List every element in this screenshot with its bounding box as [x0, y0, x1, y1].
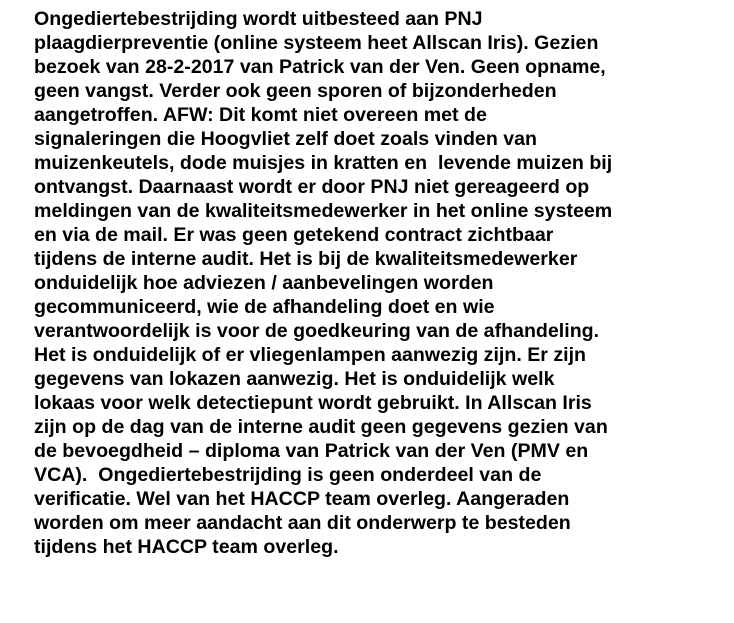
text-line: meldingen van de kwaliteitsmedewerker in het online systeem — [34, 200, 613, 222]
text-line: muizenkeutels, dode muisjes in kratten en levende muizen bij — [34, 152, 613, 174]
text-line: worden om meer aandacht aan dit onderwerp te besteden — [34, 512, 571, 534]
text-line: gegevens van lokazen aanwezig. Het is onduidelijk welk — [34, 368, 555, 390]
text-line: zijn op de dag van de interne audit geen gegevens gezien van — [34, 416, 608, 438]
text-line: aangetroffen. AFW: Dit komt niet overeen met de — [34, 104, 487, 126]
text-line: verantwoordelijk is voor de goedkeuring van de afhandeling. — [34, 320, 600, 342]
text-line: verificatie. Wel van het HACCP team overleg. Aangeraden — [34, 488, 570, 510]
text-line: VCA). Ongediertebestrijding is geen onderdeel van de — [34, 464, 542, 486]
text-line: Ongediertebestrijding wordt uitbesteed aan PNJ — [34, 8, 483, 30]
text-line: tijdens het HACCP team overleg. — [34, 536, 339, 558]
text-line: gecommuniceerd, wie de afhandeling doet en wie — [34, 296, 495, 318]
text-line: lokaas voor welk detectiepunt wordt gebruikt. In Allscan Iris — [34, 392, 592, 414]
text-line: tijdens de interne audit. Het is bij de kwaliteitsmedewerker — [34, 248, 578, 270]
document-body — [34, 7, 734, 559]
text-line: en via de mail. Er was geen getekend contract zichtbaar — [34, 224, 554, 246]
text-line: de bevoegdheid – diploma van Patrick van der Ven (PMV en — [34, 440, 589, 462]
text-line: bezoek van 28-2-2017 van Patrick van der Ven. Geen opname, — [34, 56, 606, 78]
text-line: geen vangst. Verder ook geen sporen of bijzonderheden — [34, 80, 557, 102]
text-line: ontvangst. Daarnaast wordt er door PNJ niet gereageerd op — [34, 176, 590, 198]
text-line: plaagdierpreventie (online systeem heet Allscan Iris). Gezien — [34, 32, 599, 54]
text-line: Het is onduidelijk of er vliegenlampen aanwezig zijn. Er zijn — [34, 344, 587, 366]
text-line: onduidelijk hoe adviezen / aanbevelingen worden — [34, 272, 494, 294]
text-line: signaleringen die Hoogvliet zelf doet zoals vinden van — [34, 128, 537, 150]
